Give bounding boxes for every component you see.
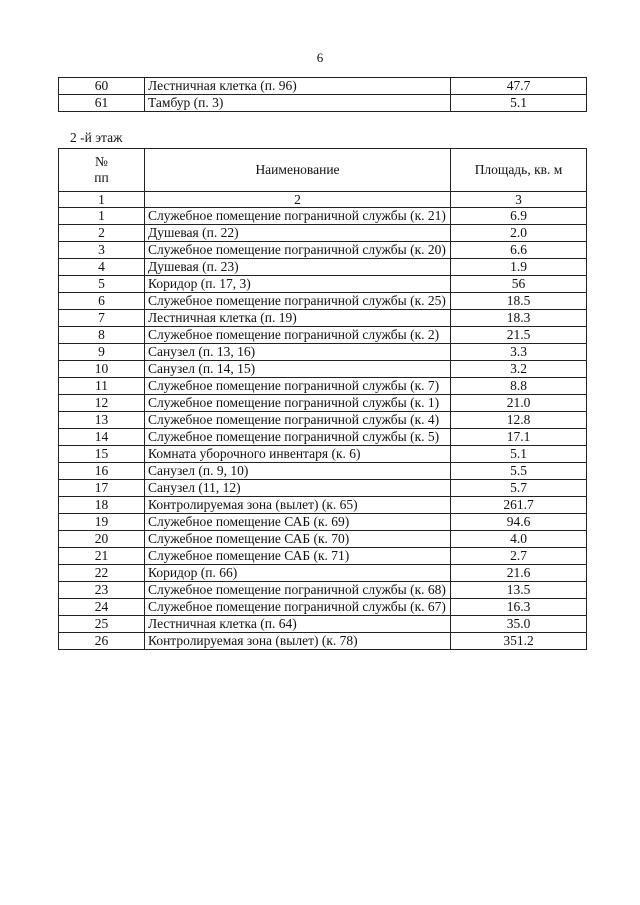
table-row — [59, 633, 587, 650]
row-number: 10 — [59, 361, 145, 378]
row-number: 18 — [59, 497, 145, 514]
table-row — [59, 548, 587, 565]
room-area: 6.9 — [451, 208, 587, 225]
table-row — [59, 514, 587, 531]
column-index-1: 1 — [59, 192, 145, 208]
table-row — [59, 531, 587, 548]
room-name: Душевая (п. 22) — [145, 225, 451, 242]
table-row — [59, 293, 587, 310]
row-number: 3 — [59, 242, 145, 259]
room-name: Служебное помещение САБ (к. 71) — [145, 548, 451, 565]
row-number: 14 — [59, 429, 145, 446]
table-row — [59, 429, 587, 446]
row-number: 20 — [59, 531, 145, 548]
table-row — [59, 565, 587, 582]
table-row — [59, 480, 587, 497]
header-row — [59, 149, 587, 192]
row-number: 4 — [59, 259, 145, 276]
room-area: 4.0 — [451, 531, 587, 548]
column-index-2: 2 — [145, 192, 451, 208]
room-area: 3.3 — [451, 344, 587, 361]
table-row — [59, 463, 587, 480]
table-row — [59, 276, 587, 293]
continued-table — [58, 77, 587, 112]
room-name: Лестничная клетка (п. 19) — [145, 310, 451, 327]
room-area: 3.2 — [451, 361, 587, 378]
row-number: 23 — [59, 582, 145, 599]
table-row — [59, 599, 587, 616]
room-area: 35.0 — [451, 616, 587, 633]
room-name: Служебное помещение пограничной службы (к. 67) — [145, 599, 451, 616]
row-number: 5 — [59, 276, 145, 293]
room-area: 5.5 — [451, 463, 587, 480]
header-area: Площадь, кв. м — [451, 149, 587, 192]
row-number: 19 — [59, 514, 145, 531]
room-name: Комната уборочного инвентаря (к. 6) — [145, 446, 451, 463]
room-name: Служебное помещение пограничной службы (к. 7) — [145, 378, 451, 395]
room-name: Служебное помещение пограничной службы (к. 4) — [145, 412, 451, 429]
room-name: Тамбур (п. 3) — [145, 95, 451, 112]
row-number: 2 — [59, 225, 145, 242]
table-row — [59, 395, 587, 412]
room-area: 12.8 — [451, 412, 587, 429]
room-name: Контролируемая зона (вылет) (к. 78) — [145, 633, 451, 650]
room-name: Коридор (п. 17, 3) — [145, 276, 451, 293]
room-area: 13.5 — [451, 582, 587, 599]
row-number: 11 — [59, 378, 145, 395]
row-number: 25 — [59, 616, 145, 633]
room-area: 5.1 — [451, 446, 587, 463]
column-index-3: 3 — [451, 192, 587, 208]
room-area: 1.9 — [451, 259, 587, 276]
header-num: № пп — [59, 149, 145, 192]
room-name: Санузел (п. 14, 15) — [145, 361, 451, 378]
room-name: Душевая (п. 23) — [145, 259, 451, 276]
room-name: Служебное помещение пограничной службы (к. 25) — [145, 293, 451, 310]
table-row — [59, 616, 587, 633]
room-name: Санузел (11, 12) — [145, 480, 451, 497]
table-row — [59, 582, 587, 599]
room-area: 47.7 — [451, 78, 587, 95]
page-number: 6 — [316, 50, 324, 65]
row-number: 60 — [59, 78, 145, 95]
row-number: 7 — [59, 310, 145, 327]
room-area: 8.8 — [451, 378, 587, 395]
row-number: 9 — [59, 344, 145, 361]
room-name: Служебное помещение САБ (к. 69) — [145, 514, 451, 531]
room-name: Санузел (п. 13, 16) — [145, 344, 451, 361]
header-name: Наименование — [145, 149, 451, 192]
row-number: 16 — [59, 463, 145, 480]
table-row — [59, 95, 587, 112]
room-name: Санузел (п. 9, 10) — [145, 463, 451, 480]
table-row — [59, 259, 587, 276]
floor-table — [58, 148, 587, 650]
room-area: 21.0 — [451, 395, 587, 412]
room-area: 5.7 — [451, 480, 587, 497]
room-area: 17.1 — [451, 429, 587, 446]
table-row — [59, 344, 587, 361]
table-row — [59, 497, 587, 514]
room-name: Контролируемая зона (вылет) (к. 65) — [145, 497, 451, 514]
room-area: 351.2 — [451, 633, 587, 650]
row-number: 61 — [59, 95, 145, 112]
table-row — [59, 412, 587, 429]
room-area: 21.6 — [451, 565, 587, 582]
room-name: Служебное помещение пограничной службы (к. 1) — [145, 395, 451, 412]
room-area: 18.3 — [451, 310, 587, 327]
table-row — [59, 327, 587, 344]
room-name: Служебное помещение пограничной службы (к. 68) — [145, 582, 451, 599]
row-number: 13 — [59, 412, 145, 429]
room-area: 5.1 — [451, 95, 587, 112]
row-number: 1 — [59, 208, 145, 225]
table-row — [59, 242, 587, 259]
row-number: 8 — [59, 327, 145, 344]
table-row — [59, 208, 587, 225]
row-number: 12 — [59, 395, 145, 412]
room-area: 6.6 — [451, 242, 587, 259]
room-area: 16.3 — [451, 599, 587, 616]
room-name: Служебное помещение САБ (к. 70) — [145, 531, 451, 548]
table-row — [59, 225, 587, 242]
room-name: Служебное помещение пограничной службы (к. 21) — [145, 208, 451, 225]
room-name: Коридор (п. 66) — [145, 565, 451, 582]
row-number: 22 — [59, 565, 145, 582]
room-area: 94.6 — [451, 514, 587, 531]
room-area: 56 — [451, 276, 587, 293]
row-number: 15 — [59, 446, 145, 463]
room-name: Лестничная клетка (п. 64) — [145, 616, 451, 633]
table-row — [59, 378, 587, 395]
room-name: Служебное помещение пограничной службы (к. 20) — [145, 242, 451, 259]
table-row — [59, 310, 587, 327]
room-area: 2.0 — [451, 225, 587, 242]
floor-title: 2 -й этаж — [70, 130, 123, 145]
room-area: 2.7 — [451, 548, 587, 565]
row-number: 24 — [59, 599, 145, 616]
row-number: 21 — [59, 548, 145, 565]
column-index-row — [59, 192, 587, 208]
row-number: 26 — [59, 633, 145, 650]
room-area: 21.5 — [451, 327, 587, 344]
table-row — [59, 78, 587, 95]
row-number: 17 — [59, 480, 145, 497]
room-name: Лестничная клетка (п. 96) — [145, 78, 451, 95]
row-number: 6 — [59, 293, 145, 310]
room-area: 18.5 — [451, 293, 587, 310]
room-area: 261.7 — [451, 497, 587, 514]
room-name: Служебное помещение пограничной службы (к. 5) — [145, 429, 451, 446]
table-row — [59, 446, 587, 463]
room-name: Служебное помещение пограничной службы (к. 2) — [145, 327, 451, 344]
table-row — [59, 361, 587, 378]
